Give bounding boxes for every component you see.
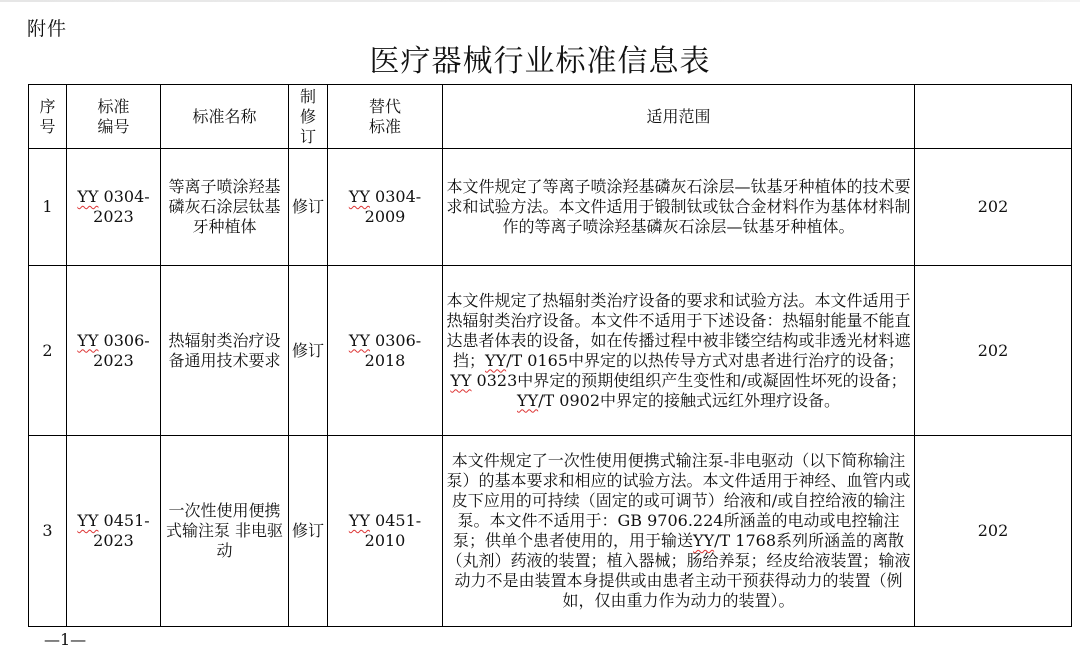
header-standard-number: 标准 编号 xyxy=(67,85,161,149)
cell-date: 202 xyxy=(915,436,1072,627)
cell-revision: 修订 xyxy=(289,266,328,436)
cell-seq: 2 xyxy=(29,266,67,436)
table-row xyxy=(29,149,1072,266)
cell-revision: 修订 xyxy=(289,149,328,266)
top-border xyxy=(0,0,1080,2)
cell-standard-name: 热辐射类治疗设备通用技术要求 xyxy=(161,266,289,436)
cell-replaces: YY 0306- 2018 xyxy=(328,266,443,436)
cell-standard-number: YY 0451- 2023 xyxy=(67,436,161,627)
cell-scope: 本文件规定了等离子喷涂羟基磷灰石涂层—钛基牙种植体的技术要求和试验方法。本文件适用于锻制钛或钛合金材料作为基体材料制作的等离子喷涂羟基磷灰石涂层—钛基牙种植体。 xyxy=(443,149,915,266)
cell-replaces: YY 0451- 2010 xyxy=(328,436,443,627)
cell-scope: 本文件规定了一次性使用便携式输注泵-非电驱动（以下简称输注泵）的基本要求和相应的试验方法。本文件适用于神经、血管内或皮下应用的可持续（固定的或可调节）给液和/或自控给液的输注泵。本文件不适用于：GB 9706.224所涵盖的电动或电控输注泵；供单个患者使用的，用于输送YY/T 1768系列所涵盖的离散（丸剂）药液的装置；植入器械；肠给养泵；经皮给液装置；输液动力不是由装置本身提供或由患者主动干预获得动力的装置（例如，仅由重力作为动力的装置）。 xyxy=(443,436,915,627)
header-seq: 序 号 xyxy=(29,85,67,149)
cell-standard-name: 一次性使用便携式输注泵 非电驱动 xyxy=(161,436,289,627)
standards-table xyxy=(28,84,1072,627)
attachment-label: 附件 xyxy=(27,18,68,40)
cell-date: 202 xyxy=(915,266,1072,436)
header-revision: 制 修 订 xyxy=(289,85,328,149)
cell-seq: 1 xyxy=(29,149,67,266)
header-scope: 适用范围 xyxy=(443,85,915,149)
header-replaces: 替代 标准 xyxy=(328,85,443,149)
cell-standard-number: YY 0306- 2023 xyxy=(67,266,161,436)
page-number: —1— xyxy=(44,630,87,649)
cell-date: 202 xyxy=(915,149,1072,266)
cell-seq: 3 xyxy=(29,436,67,627)
cell-standard-number: YY 0304- 2023 xyxy=(67,149,161,266)
table-row xyxy=(29,436,1072,627)
cell-standard-name: 等离子喷涂羟基磷灰石涂层钛基牙种植体 xyxy=(161,149,289,266)
header-date xyxy=(915,85,1072,149)
header-standard-name: 标准名称 xyxy=(161,85,289,149)
page-title: 医疗器械行业标准信息表 xyxy=(369,44,711,79)
cell-revision: 修订 xyxy=(289,436,328,627)
cell-scope: 本文件规定了热辐射类治疗设备的要求和试验方法。本文件适用于热辐射类治疗设备。本文件不适用于下述设备：热辐射能量不能直达患者体表的设备，如在传播过程中被非镂空结构或非透光材料遮挡；YY/T 0165中界定的以热传导方式对患者进行治疗的设备；YY 0323中界定的预期使组织产生变性和/或凝固性坏死的设备；YY/T 0902中界定的接触式远红外理疗设备。 xyxy=(443,266,915,436)
table-row xyxy=(29,266,1072,436)
cell-replaces: YY 0304- 2009 xyxy=(328,149,443,266)
table-header-row xyxy=(29,85,1072,149)
